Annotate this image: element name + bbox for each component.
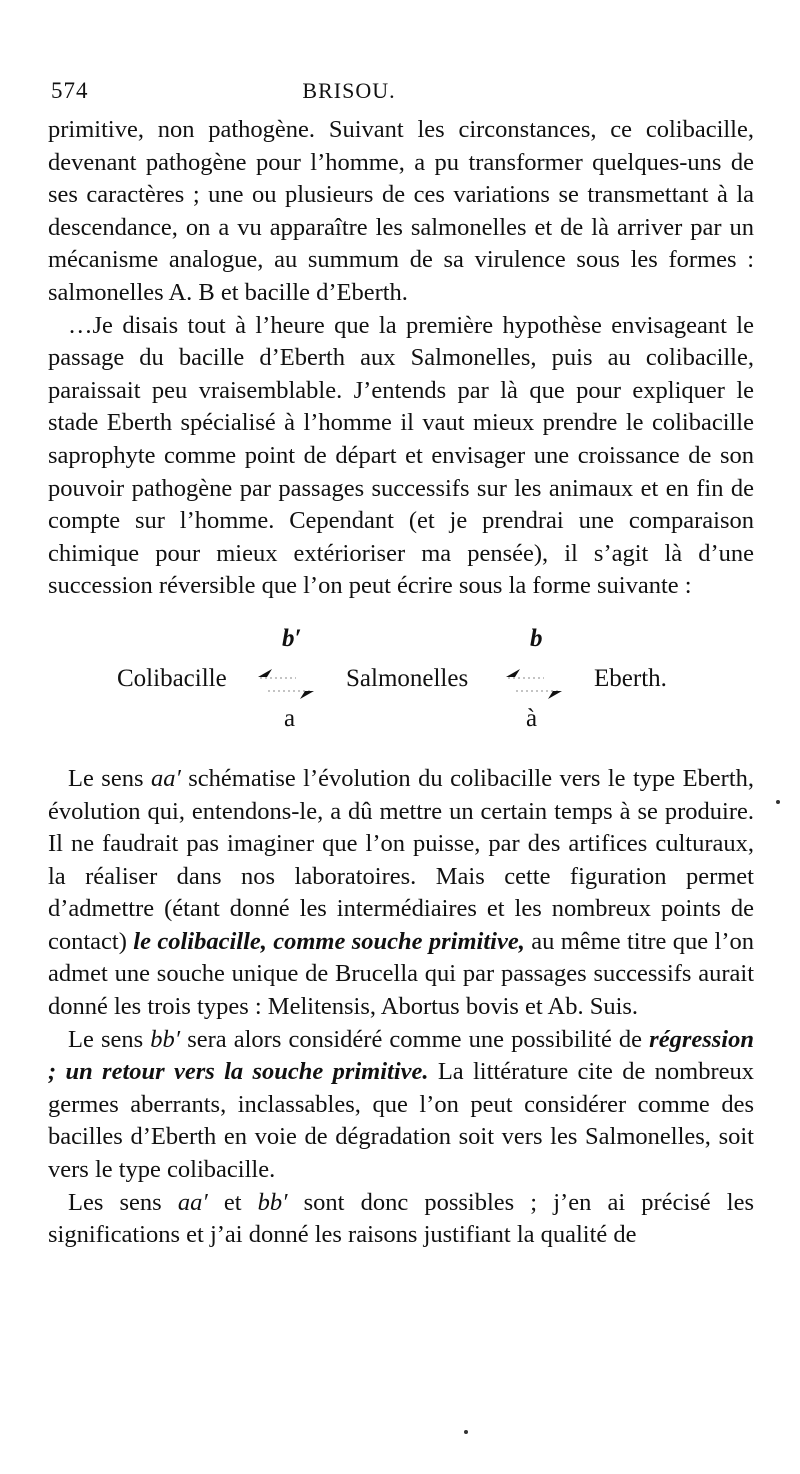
- paragraph-5: [48, 1187, 754, 1252]
- p4-emphasis: régression ; un retour vers la souche primitive.: [48, 1025, 754, 1086]
- p4-text-1: Le sens: [68, 1025, 151, 1053]
- label-salmonelles: Salmonelles: [346, 664, 469, 692]
- running-head: BRISOU.: [302, 78, 396, 103]
- p5-text-2: et: [207, 1188, 258, 1216]
- p3-aa: aa′: [150, 764, 181, 792]
- paragraph-1: primitive, non pathogène. Suivant les circonstances, ce colibacille, devenant pathogène pour l’homme, a pu transformer quelques-uns de ses caractères ; une ou plusieurs de ces variations se transmettant à la descendance, on a vu apparaître les salmonelles et de là arriver par un mécanisme analogue, au summum de sa virulence sous les formes : salmonelles A. B et bacille d’Eberth.: [48, 116, 754, 306]
- p5-aa: aa′: [177, 1188, 208, 1216]
- p3-emphasis: le colibacille, comme souche primitive,: [133, 927, 525, 955]
- arrow-pair-right: [496, 665, 576, 705]
- p4-bb: bb′: [150, 1025, 181, 1053]
- p5-text-3: sont donc possibles ; j’en ai précisé les significations et j’ai donné les raisons justifiant la qualité de: [48, 1188, 754, 1249]
- p5-text-1: Les sens: [68, 1188, 178, 1216]
- p3-text-1: Le sens: [68, 764, 151, 792]
- p4-text-2: sera alors considéré comme une possibilité de: [180, 1025, 650, 1053]
- p5-bb: bb′: [257, 1188, 288, 1216]
- p4-text-3: La littérature cite de nombreux germes aberrants, inclassables, que l’on peut considérer comme des bacilles d’Eberth en voie de dégradation soit vers les Salmonelles, soit vers le type colibacille.: [48, 1058, 754, 1184]
- page-body: [48, 114, 754, 1252]
- page-number: 574: [51, 78, 89, 103]
- speck-mark-bottom: [464, 1430, 468, 1434]
- p3-text-2: schématise l’évolution du colibacille vers le type Eberth, évolution qui, entendons-le, a dû mettre un certain temps à se produire. Il ne faudrait pas imaginer que l’on puisse, par des artifices culturaux, la réaliser dans nos laboratoires. Mais cette figuration permet d’admettre (étant donné les intermédiaires et les nombreux points de contact): [48, 764, 754, 955]
- label-b: b: [530, 624, 543, 652]
- label-a-accent: à: [526, 704, 538, 732]
- label-b-prime: b′: [282, 624, 302, 652]
- label-eberth: Eberth.: [594, 664, 667, 692]
- speck-mark: [776, 800, 780, 804]
- p3-text-3: au même titre que l’on admet une souche unique de Brucella qui par passages successifs aurait donné les trois types : Melitensis, Abortus bovis et Ab. Suis.: [48, 927, 754, 1021]
- label-a: a: [284, 704, 296, 732]
- reversible-diagram: [48, 603, 754, 763]
- paragraph-3: [48, 763, 754, 1024]
- label-colibacille: Colibacille: [117, 664, 227, 692]
- paragraph-4: [48, 1024, 754, 1187]
- paragraph-2: …Je disais tout à l’heure que la première hypothèse envisageant le passage du bacille d’Eberth aux Salmonelles, puis au colibacille, paraissait peu vraisemblable. J’entends par là que pour expliquer le stade Eberth spécialisé à l’homme il vaut mieux prendre le colibacille saprophyte comme point de départ et envisager une croissance de son pouvoir pathogène par passages successifs sur les animaux et en fin de compte sur l’homme. Cependant (et je prendrai une comparaison chimique pour mieux extérioriser ma pensée), il s’agit là d’une succession réversible que l’on peut écrire sous la forme suivante :: [48, 311, 754, 600]
- arrow-pair-left: [248, 665, 328, 705]
